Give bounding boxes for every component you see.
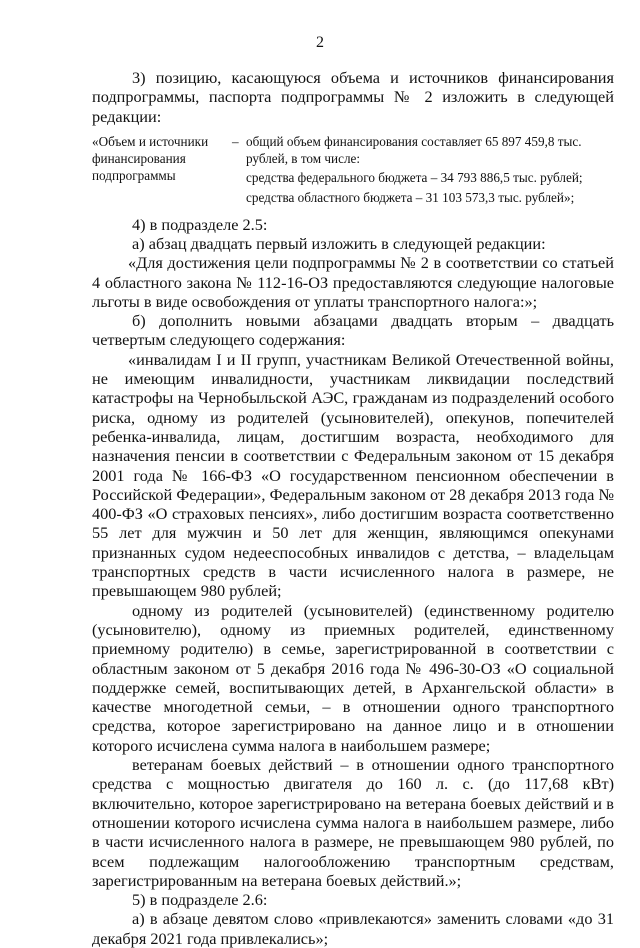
table-federal-line: средства федерального бюджета – 34 793 886,5 тыс. рублей; — [246, 170, 583, 186]
table-label: «Объем и источники финансирования подпрограммы — [92, 133, 209, 184]
table-values — [246, 133, 614, 206]
page-number: 2 — [316, 34, 324, 51]
paragraph-parents: одному из родителей (усыновителей) (единственному родителю (усыновителю), одному из приемных родителей, единственному приемному родителю) в семье, зарегистрированной в соответствии с областным законом от 5 декабря 2016 года № 496-30-ОЗ «О социальной поддержке семей, воспитывающих детей, в Архангельской области» в качестве многодетной семьи, – в отношении одного транспортного средства, которое зарегистрировано на данное лицо и в отношении которого исчислена сумма налога в наибольшем размере; — [92, 600, 614, 755]
paragraph-quote-goal: «Для достижения цели подпрограммы № 2 в соответствии со статьей 4 областного закона № 112-16-ОЗ предоставляются следующие налоговые льготы в виде освобождения от уплаты транспортного налога:»; — [92, 253, 614, 311]
paragraph-item-5a: а) в абзаце девятом слово «привлекаются» заменить словами «до 31 декабря 2021 года привлекались»; — [92, 909, 614, 948]
paragraph-quote-invalids: «инвалидам I и II групп, участникам Великой Отечественной войны, не имеющим инвалидности, участникам ликвидации последствий катастрофы на Чернобыльской АЭС, гражданам из подразделений особого риска, одному из родителей (усыновителей), опекунов, попечителей ребенка-инвалида, лицам, достигшим возраста, необходимого для назначения пенсии в соответствии с Федеральным законом от 15 декабря 2001 года № 166-ФЗ «О государственном пенсионном обеспечении в Российской Федерации», Федеральным законом от 28 декабря 2013 года № 400-ФЗ «О страховых пенсиях», либо достигшим возраста соответственно 55 лет для мужчин и 50 лет для женщин, являющимся опекунами признанных судом недееспособных инвалидов с детства, – владельцам транспортных средств в части исчисленного налога в размере, не превышающем 980 рублей; — [92, 349, 614, 601]
paragraph-veterans: ветеранам боевых действий – в отношении одного транспортного средства с мощностью двигателя до 160 л. с. (до 117,68 кВт) включительно, которое зарегистрировано на ветерана боевых действий и в отношении которого исчислена сумма налога в наибольшем размере, либо в части исчисленного налога в размере, не превышающем 980 рублей, по всем подлежащим налогообложению транспортным средствам, зарегистрированным на ветерана боевых действий.»; — [92, 755, 614, 890]
paragraph-item-4a: а) абзац двадцать первый изложить в следующей редакции: — [132, 234, 546, 253]
paragraph-item-4b: б) дополнить новыми абзацами двадцать вторым – двадцать четвертым следующего содержания: — [92, 311, 614, 350]
paragraph-item-3: 3) позицию, касающуюся объема и источников финансирования подпрограммы, паспорта подпрограммы № 2 изложить в следующей редакции: — [92, 68, 614, 126]
table-dash: – — [232, 133, 239, 149]
table-regional-line: средства областного бюджета – 31 103 573,3 тыс. рублей»; — [246, 189, 575, 205]
paragraph-item-5: 5) в подразделе 2.6: — [132, 890, 268, 910]
document-body — [92, 68, 614, 948]
financing-table — [92, 133, 614, 206]
table-total-line: общий объем финансирования составляет 65 897 459,8 тыс. рублей, в том числе: — [246, 133, 582, 167]
paragraph-item-4: 4) в подразделе 2.5: — [132, 214, 268, 234]
